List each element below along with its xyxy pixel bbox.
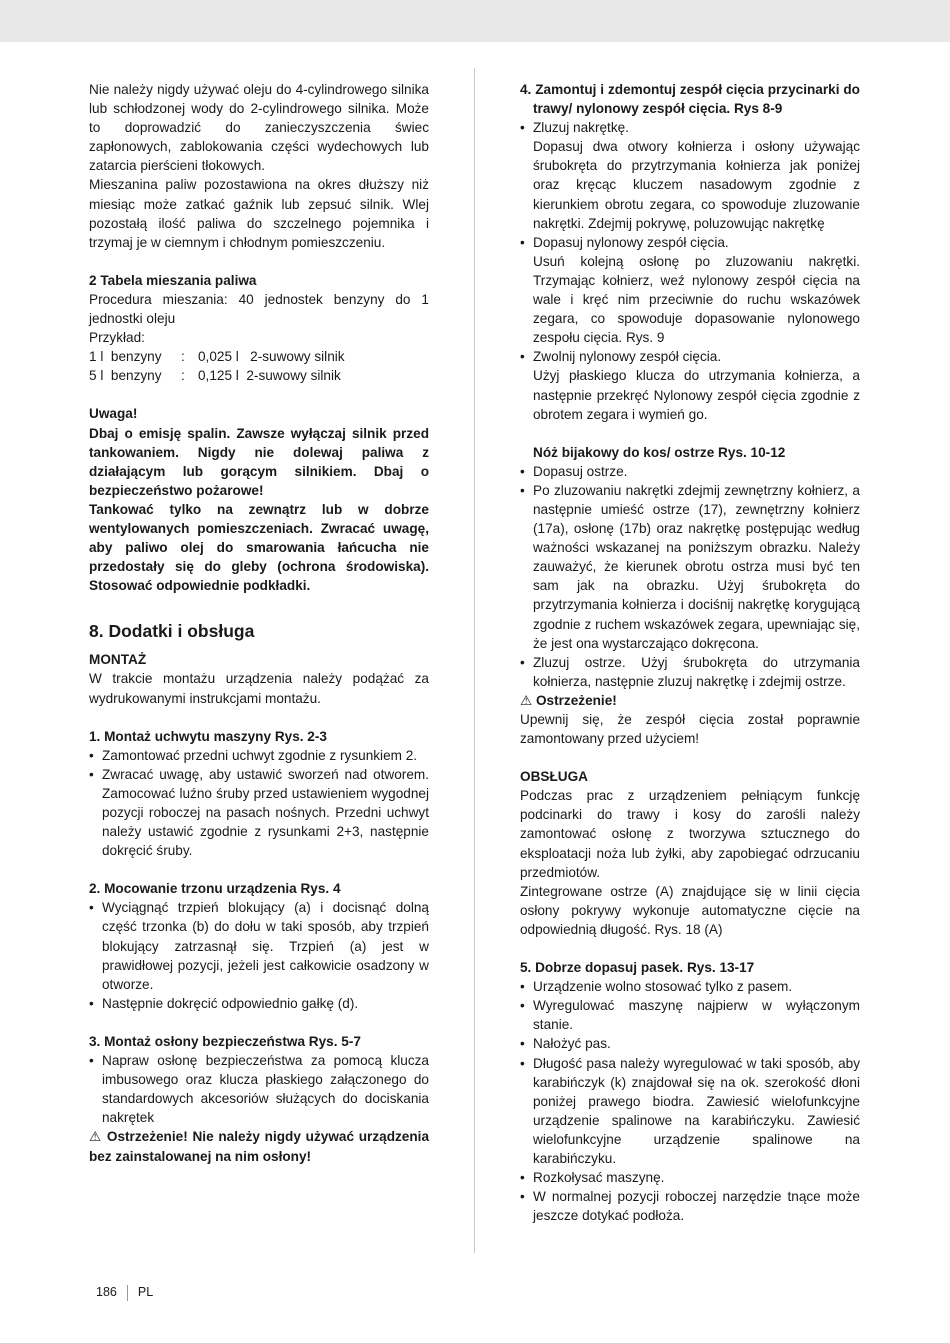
mix-value: 0,025 l 2-suwowy silnik (198, 349, 345, 365)
step1-list (89, 746, 429, 861)
step2-list (89, 898, 429, 1013)
step4-title: 4. Zamontuj i zdemontuj zespół cięcia przycinarki do trawy/ nylonowy zespół cięcia. Rys 8-9 (520, 82, 860, 117)
warning-text: Upewnij się, że zespół cięcia został poprawnie zamontowany przed użyciem! (520, 712, 860, 747)
step3-warning (89, 1127, 429, 1165)
list-item-detail: Użyj płaskiego klucza do utrzymania kołnierza, a następnie przekręć Nylonowy zespół cięcia zgodnie z obrotem zegara i wymień go. (533, 368, 860, 422)
list-item: • Zwracać uwagę, aby ustawić sworzeń nad otworem. Zamocować luźno śruby przed ustawieniem wygodnej pozycji roboczej na pasach nośnych. Przedni uchwyt należy ustawić zgodnie z rysunkami 2+3, następnie dokręcić śruby. (89, 765, 429, 860)
knife-title: Nóż bijakowy do kos/ ostrze Rys. 10-12 (533, 444, 786, 460)
caution-text-1: Dbaj o emisję spalin. Zawsze wyłączaj silnik przed tankowaniem. Nigdy nie dolewaj paliwa z działającym lub gorącym silnikiem. Dbaj o bezpieczeństwo pożarowe! (89, 425, 429, 498)
warning-title-text: Ostrzeżenie! (532, 692, 617, 708)
list-item: • Wyregulować maszynę najpierw w wyłączonym stanie. (520, 996, 860, 1034)
mix-procedure: Procedura mieszania: 40 jednostek benzyny do 1 jednostki oleju (89, 291, 429, 327)
list-item: • Dopasuj nylonowy zespół cięcia. (520, 233, 860, 252)
list-item: • Rozkołysać maszynę. (520, 1168, 860, 1187)
list-item: • W normalnej pozycji roboczej narzędzie tnące może jeszcze dotykać podłoża. (520, 1187, 860, 1225)
list-item: • Po zluzowaniu nakrętki zdejmij zewnętrzny kołnierz, a następnie umieść ostrze (17), zewnętrzny kołnierz (17a), osłonę (17b) oraz nakrętkę postępując według ważności wskazanej na poniższym obrazku. Należy zauważyć, że kierunek obrotu ostrza musi być ten sam jak na obrazku. Użyj śrubokręta do przytrzymania kołnierza i dociśnij nakrętkę korygującą zgodnie z ruchem wskazówek zegara, upewniając się, że jest ona wystarczająco dokręcona. (520, 481, 860, 653)
step3-list (89, 1051, 429, 1127)
obsluga-text-2: Zintegrowane ostrze (A) znajdujące się w linii cięcia osłony pokrywy wykonuje automatyczne cięcie na odpowiednią długość. Rys. 18 (A) (520, 883, 860, 937)
list-item: • Zamontować przedni uchwyt zgodnie z rysunkiem 2. (89, 746, 429, 765)
list-item-detail: Usuń kolejną osłonę po zluzowaniu nakrętki. Trzymając kołnierz, weź nylonowy zespół cięcia na wale i kręć nim przeciwnie do ruchu wskazówek zegara, co spowoduje dopasowanie nylonowego zespołu cięcia. Rys. 9 (533, 253, 860, 346)
page-number: 186 (96, 1285, 117, 1299)
mix-example-label: Przykład: (89, 330, 145, 346)
mix-row (89, 366, 429, 385)
caution-text-2: Tankować tylko na zewnątrz lub w dobrze wentylowanych pomieszczeniach. Zwracać uwagę, aby paliwo olej do smarowania łańcucha nie przedostały się do gleby (ochrona środowiska). Stosować odpowiednie podkładki. (89, 501, 429, 594)
step5-title: 5. Dobrze dopasuj pasek. Rys. 13-17 (520, 960, 755, 976)
knife-list (520, 462, 860, 691)
paragraph-fuel-storage: Mieszanina paliw pozostawiona na okres dłuższy niż miesiąc może zatkać gaźnik lub zepsuć silnik. Wlej pozostałą ilość paliwa do szczelnego pojemnika i trzymaj je w ciemnym i chłodnym pomieszczeniu. (89, 177, 429, 250)
list-item: • Zluzuj ostrze. Użyj śrubokręta do utrzymania kołnierza, następnie zluzuj nakrętkę i zdejmij ostrze. (520, 653, 860, 691)
list-item: • Następnie dokręcić odpowiednio gałkę (d). (89, 994, 429, 1013)
mix-qty: 1 l benzyny (89, 349, 162, 365)
step2-title: 2. Mocowanie trzonu urządzenia Rys. 4 (89, 881, 341, 897)
top-header-bar (0, 0, 950, 42)
obsluga-title: OBSŁUGA (520, 769, 588, 785)
warning-icon: ⚠ (520, 692, 533, 708)
obsluga-text-1: Podczas prac z urządzeniem pełniącym funkcję podcinarki do trawy i kosy do zarośli należy zamontować osłonę z tworzywa sztucznego do eksploatacji noża lub żyłki, aby zapobiegać odrzucaniu przedmiotów. (520, 788, 860, 880)
list-item: • Dopasuj ostrze. (520, 462, 860, 481)
mix-row (89, 347, 429, 366)
mix-colon: : (181, 349, 185, 365)
mix-value: 0,125 l 2-suwowy silnik (198, 368, 341, 384)
paragraph-oil-warning: Nie należy nigdy używać oleju do 4-cylindrowego silnika lub schłodzonej wody do 2-cylindrowego silnika. Może to doprowadzić do zanieczyszczenia świec zapłonowych, zablokowania części wydechowych lub zatarcia pierścieni tłokowych. (89, 82, 429, 174)
warning-icon: ⚠ (89, 1129, 103, 1145)
list-item: • Długość pasa należy wyregulować w taki sposób, aby karabińczyk (k) znajdował się na ok. szerokość dłoni poniżej prawego biodra. Zawiesić wielofunkcyjne urządzenie spalinowe na karabińczyku. Zawiesić wielofunkcyjne urządzenie spalinowe na karabińczyku. (520, 1054, 860, 1169)
step3-warning-text: Ostrzeżenie! Nie należy nigdy używać urządzenia bez zainstalowanej na nim osłony! (89, 1129, 430, 1164)
step1-title: 1. Montaż uchwytu maszyny Rys. 2-3 (89, 728, 327, 744)
page-footer (96, 1283, 153, 1302)
left-column (89, 80, 429, 1166)
list-item: • Zluzuj nakrętkę. (520, 118, 860, 137)
list-item: • Zwolnij nylonowy zespół cięcia. (520, 347, 860, 366)
language-code: PL (137, 1285, 154, 1299)
mix-colon: : (181, 368, 185, 384)
montaz-text: W trakcie montażu urządzenia należy podążać za wydrukowanymi instrukcjami montażu. (89, 671, 429, 706)
montaz-title: MONTAŻ (89, 652, 147, 668)
list-item-detail: Dopasuj dwa otwory kołnierza i osłony używając śrubokręta do przytrzymania kołnierza jak poniżej oraz kręcąc kluczem nasadowym zgodnie z kierunkiem obrotu zegara, co spowoduje zluzowanie nakrętki. Zdejmij pokrywę, poluzowując nakrętkę (533, 139, 860, 231)
right-column (520, 80, 860, 1225)
list-item: • Nałożyć pas. (520, 1034, 860, 1053)
step4-list (520, 118, 860, 424)
section-title: 8. Dodatki i obsługa (89, 621, 255, 642)
list-item: • Napraw osłonę bezpieczeństwa za pomocą klucza imbusowego oraz klucza płaskiego załączonego do standardowych akcesoriów służących do dociskania nakrętek (89, 1051, 429, 1127)
list-item: • Wyciągnąć trzpień blokujący (a) i docisnąć dolną część trzonka (b) do dołu w taki sposób, aby trzpień blokujący zatrzasnął się. Trzpień (a) jest w prawidłowej pozycji, jeżeli jest całkowicie osadzony w otworze. (89, 898, 429, 993)
warning-title (520, 691, 860, 710)
step5-list (520, 977, 860, 1225)
column-divider (474, 68, 475, 1253)
footer-separator (127, 1285, 128, 1301)
mix-table-title: 2 Tabela mieszania paliwa (89, 272, 257, 288)
mix-qty: 5 l benzyny (89, 368, 162, 384)
list-item: • Urządzenie wolno stosować tylko z pasem. (520, 977, 860, 996)
step3-title: 3. Montaż osłony bezpieczeństwa Rys. 5-7 (89, 1033, 361, 1049)
caution-title: Uwaga! (89, 406, 138, 422)
